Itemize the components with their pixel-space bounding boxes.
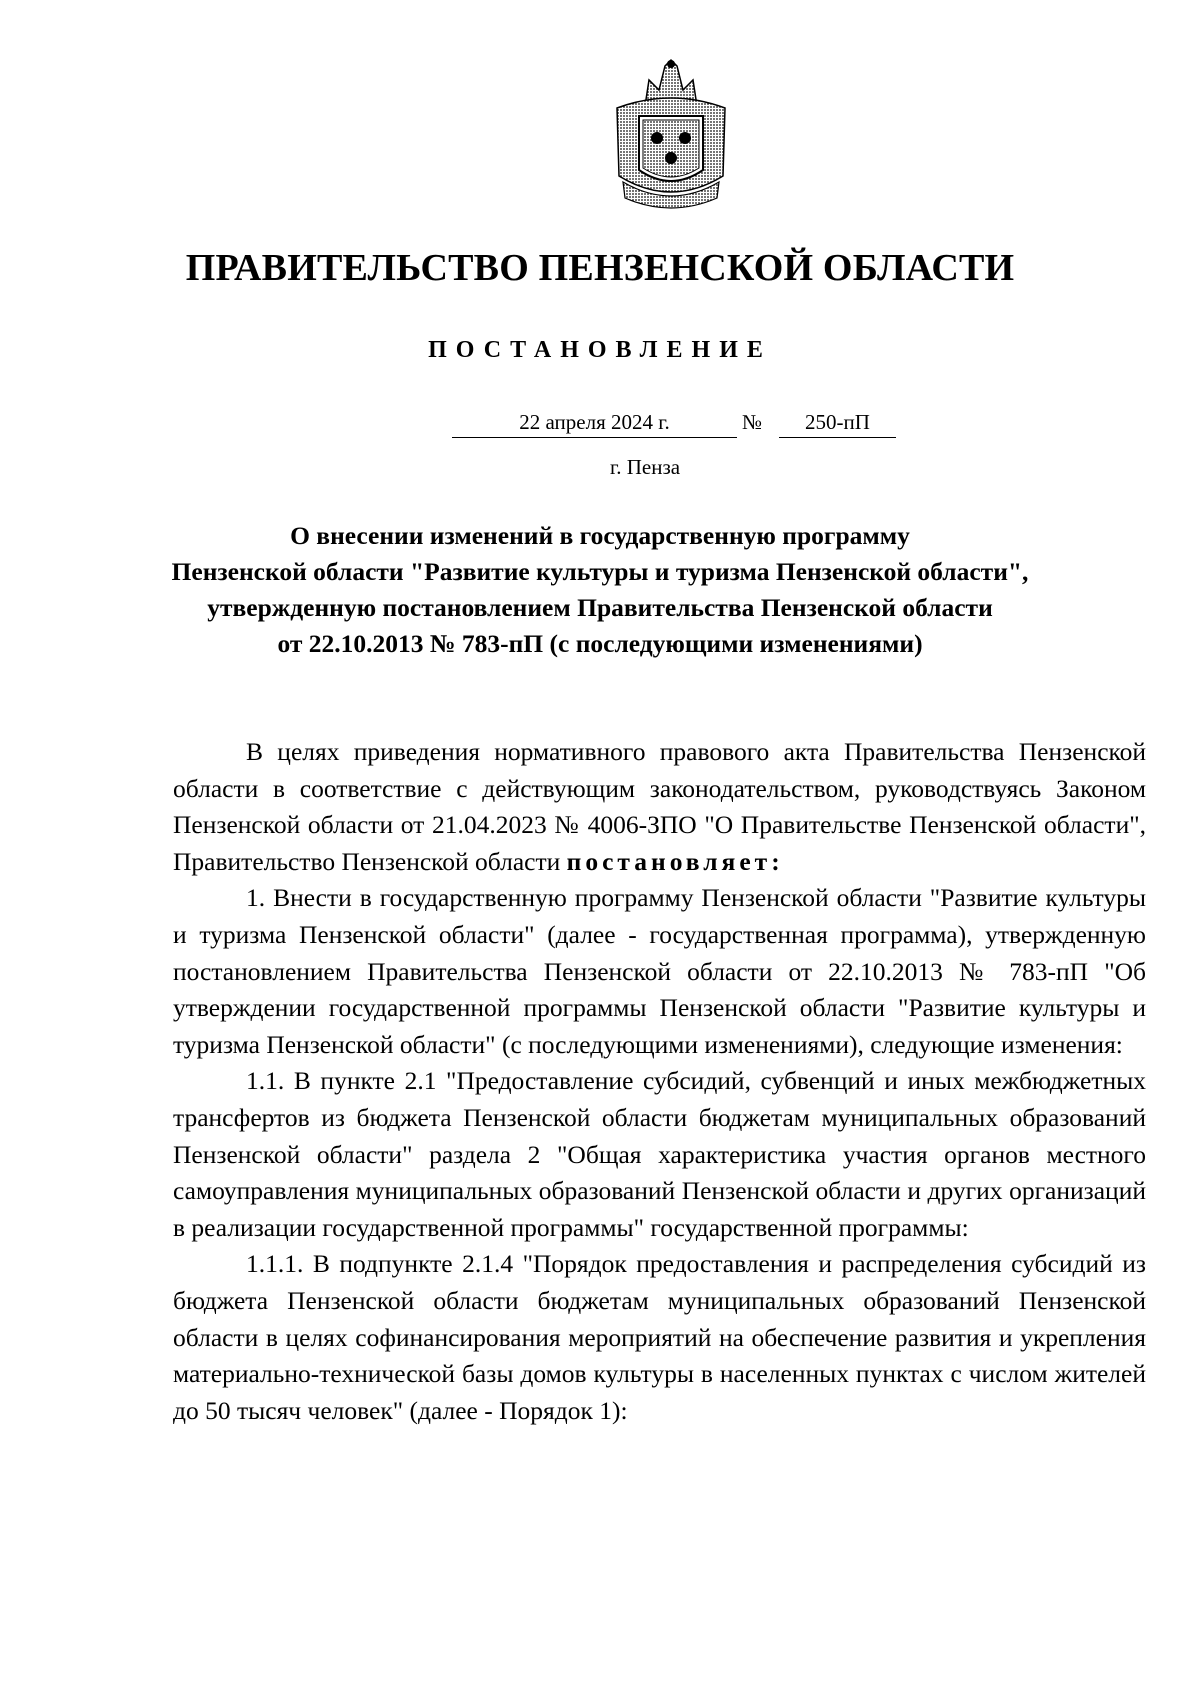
resolves-word: постановляет: [566, 846, 784, 876]
title-line: О внесении изменений в государственную программу [290, 521, 910, 550]
title-line: от 22.10.2013 № 783-пП (с последующими изменениями) [277, 629, 923, 658]
document-type: ПОСТАНОВЛЕНИЕ [428, 337, 772, 363]
preamble-text: В целях приведения нормативного правового акта Правительства Пензенской области в соответствие с действующим законодательством, руководствуясь Законом Пензенской области от 21.04.2023 № 4006-ЗПО "О Правительстве Пензенской области", Правительство Пензенской области [173, 737, 1146, 876]
coat-of-arms-icon [605, 58, 737, 218]
document-city: г. Пенза [610, 455, 681, 479]
paragraph-1-1: 1.1. В пункте 2.1 "Предоставление субсидий, субвенций и иных межбюджетных трансфертов из бюджета Пензенской области бюджетам муниципальных образований Пензенской области" раздела 2 "Общая характеристика участия органов местного самоуправления муниципальных образований Пензенской области и других организаций в реализации государственной программы" государственной программы: [173, 1066, 1146, 1242]
title-line: утвержденную постановлением Правительства Пензенской области [207, 593, 993, 622]
number-sign: № [742, 410, 763, 434]
paragraph-1: 1. Внести в государственную программу Пензенской области "Развитие культуры и туризма Пензенской области" (далее - государственная программа), утвержденную постановлением Правительства Пензенской области от 22.10.2013 № 783-пП "Об утверждении государственной программы Пензенской области "Развитие культуры и туризма Пензенской области" (с последующими изменениями), следующие изменения: [173, 883, 1146, 1059]
document-title [0, 518, 1200, 662]
document-body [173, 734, 1146, 1429]
preamble-paragraph [173, 734, 1146, 880]
paragraph-1-1-1: 1.1.1. В подпункте 2.1.4 "Порядок предоставления и распределения субсидий из бюджета Пензенской области бюджетам муниципальных образований Пензенской области в целях софинансирования мероприятий на обеспечение развития и укрепления материально-технической базы домов культуры в населенных пунктах с числом жителей до 50 тысяч человек" (далее - Порядок 1): [173, 1249, 1146, 1425]
document-number: 250-пП [779, 410, 896, 438]
document-meta [0, 410, 1200, 440]
document-date: 22 апреля 2024 г. [452, 410, 737, 438]
organization-title: ПРАВИТЕЛЬСТВО ПЕНЗЕНСКОЙ ОБЛАСТИ [185, 247, 1015, 289]
title-line: Пензенской области "Развитие культуры и туризма Пензенской области", [171, 557, 1029, 586]
